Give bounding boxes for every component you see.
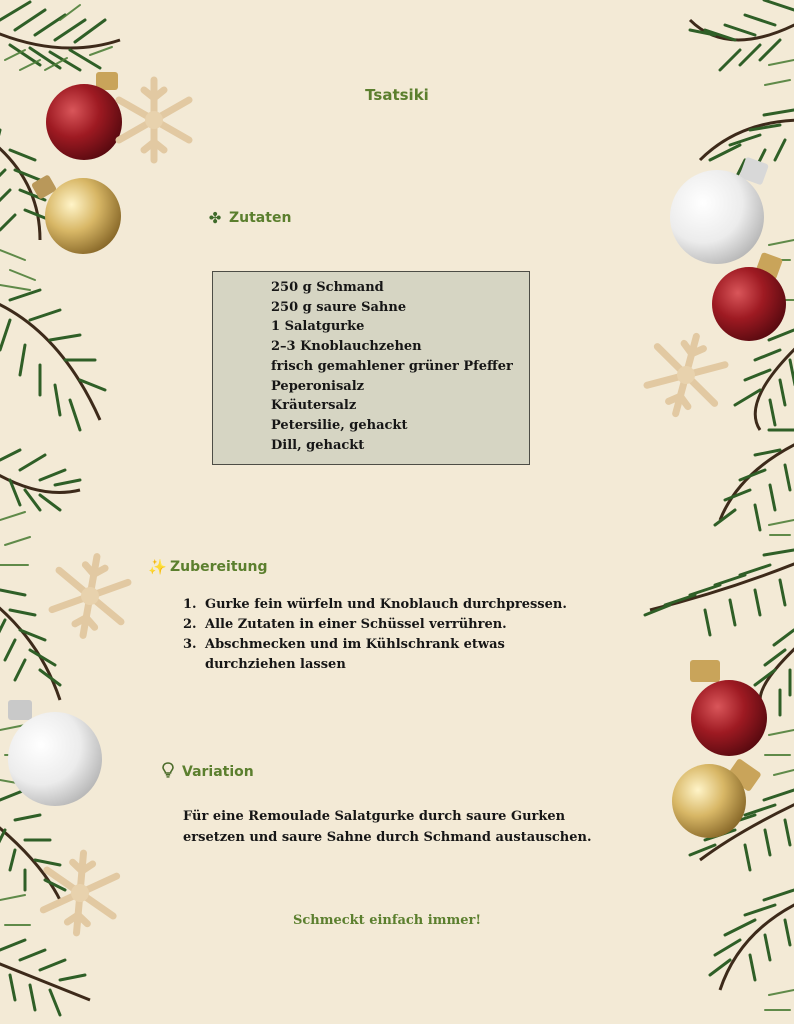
ingredient-item: Petersilie, gehackt — [271, 417, 408, 433]
clover-icon: ✤ — [208, 209, 222, 227]
preparation-steps — [183, 595, 603, 675]
step-item — [183, 615, 603, 635]
ingredient-item: Peperonisalz — [271, 378, 365, 394]
ingredients-heading — [207, 209, 291, 227]
step-item — [183, 595, 603, 615]
step-number: 2. — [183, 617, 197, 632]
ingredient-item: frisch gemahlener grüner Pfeffer — [271, 358, 513, 374]
step-text: Alle Zutaten in einer Schüssel verrühren. — [205, 617, 507, 632]
recipe-title: Tsatsiki — [365, 86, 429, 104]
ingredient-item: 250 g saure Sahne — [271, 299, 407, 315]
closing-line: Schmeckt einfach immer! — [292, 913, 482, 928]
ingredient-item: 250 g Schmand — [271, 280, 384, 295]
ingredients-box — [212, 271, 530, 465]
preparation-heading — [148, 558, 267, 576]
ingredient-item: 1 Salatgurke — [271, 319, 365, 335]
preparation-heading-label: Zubereitung — [170, 559, 268, 575]
ingredients-heading-label: Zutaten — [229, 210, 292, 226]
step-text: Gurke fein würfeln und Knoblauch durchpressen. — [205, 597, 567, 612]
ingredient-item: Dill, gehackt — [271, 437, 365, 453]
variation-heading-label: Variation — [182, 764, 254, 780]
variation-heading — [160, 762, 254, 782]
step-item — [183, 635, 603, 675]
step-number: 3. — [183, 637, 197, 652]
ingredients-list — [271, 278, 529, 455]
step-text: Abschmecken und im Kühlschrank etwas durchziehen lassen — [205, 637, 505, 672]
variation-text: Für eine Remoulade Salatgurke durch saure Gurken ersetzen und saure Sahne durch Schmand austauschen. — [183, 809, 592, 845]
step-number: 1. — [183, 597, 197, 612]
lightbulb-icon — [160, 762, 176, 782]
ingredient-item: Kräutersalz — [271, 398, 357, 414]
ingredient-item: 2–3 Knoblauchzehen — [271, 339, 422, 355]
sparkles-icon: ✨ — [148, 558, 167, 576]
